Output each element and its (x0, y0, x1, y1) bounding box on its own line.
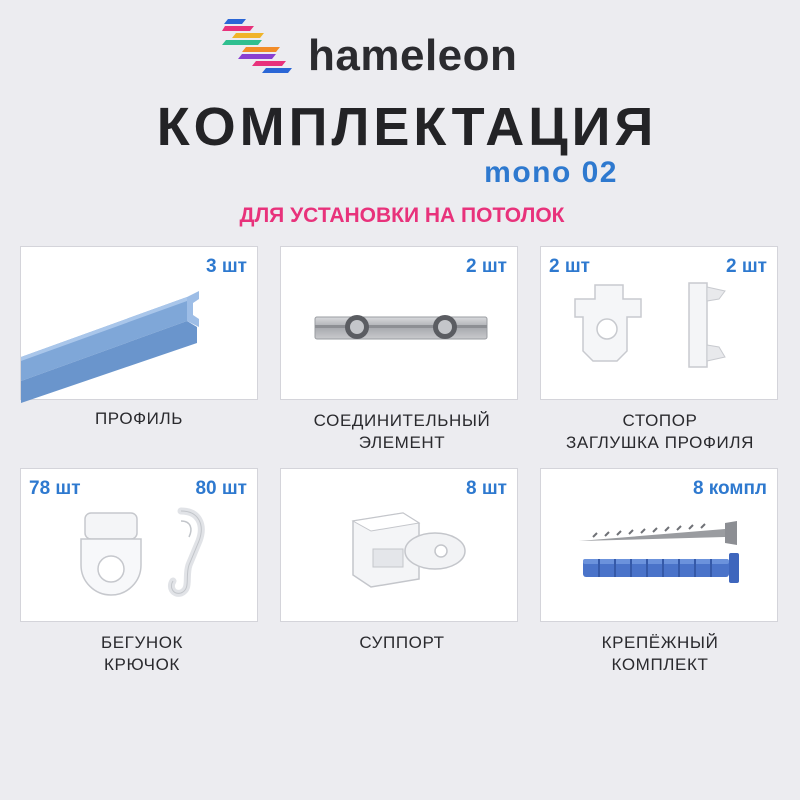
label-stopper: СТОПОР ЗАГЛУШКА ПРОФИЛЯ (566, 411, 754, 452)
label-fastener: КРЕПЁЖНЫЙ КОМПЛЕКТ (601, 633, 719, 674)
label-support: СУППОРТ (359, 633, 445, 652)
card-profile (20, 246, 258, 400)
profile-rail-image (21, 285, 259, 405)
brand-logo (222, 16, 542, 82)
model-name: mono 02 (484, 156, 618, 189)
card-stopper (540, 246, 778, 400)
connector-image (311, 305, 491, 351)
qty-badge-endcap: 2 шт (726, 256, 767, 277)
card-support (280, 468, 518, 622)
brand-logo-icon (222, 16, 300, 82)
label-runner: БЕГУНОК КРЮЧОК (100, 633, 184, 674)
qty-badge-runner: 78 шт (29, 478, 81, 499)
page-title: КОМПЛЕКТАЦИЯ (156, 97, 658, 157)
qty-badge: 8 компл (692, 478, 767, 499)
hook-image (159, 505, 211, 605)
card-fastener (540, 468, 778, 622)
stopper-image (571, 281, 661, 367)
mount-type: ДЛЯ УСТАНОВКИ НА ПОТОЛОК (239, 204, 565, 227)
card-runner (20, 468, 258, 622)
label-connector: СОЕДИНИТЕЛЬНЫЙ ЭЛЕМЕНТ (313, 411, 491, 452)
qty-badge: 8 шт (466, 478, 507, 499)
qty-badge-hook: 80 шт (195, 478, 247, 499)
card-connector (280, 246, 518, 400)
qty-badge: 3 шт (206, 256, 247, 277)
qty-badge-stopper: 2 шт (549, 256, 590, 277)
qty-badge: 2 шт (466, 256, 507, 277)
label-profile: ПРОФИЛЬ (94, 409, 184, 428)
endcap-image (683, 279, 733, 371)
runner-image (73, 509, 155, 605)
brand-name: hameleon (308, 31, 518, 80)
screw-image (575, 519, 745, 549)
dowel-image (579, 551, 745, 585)
support-image (343, 509, 473, 593)
